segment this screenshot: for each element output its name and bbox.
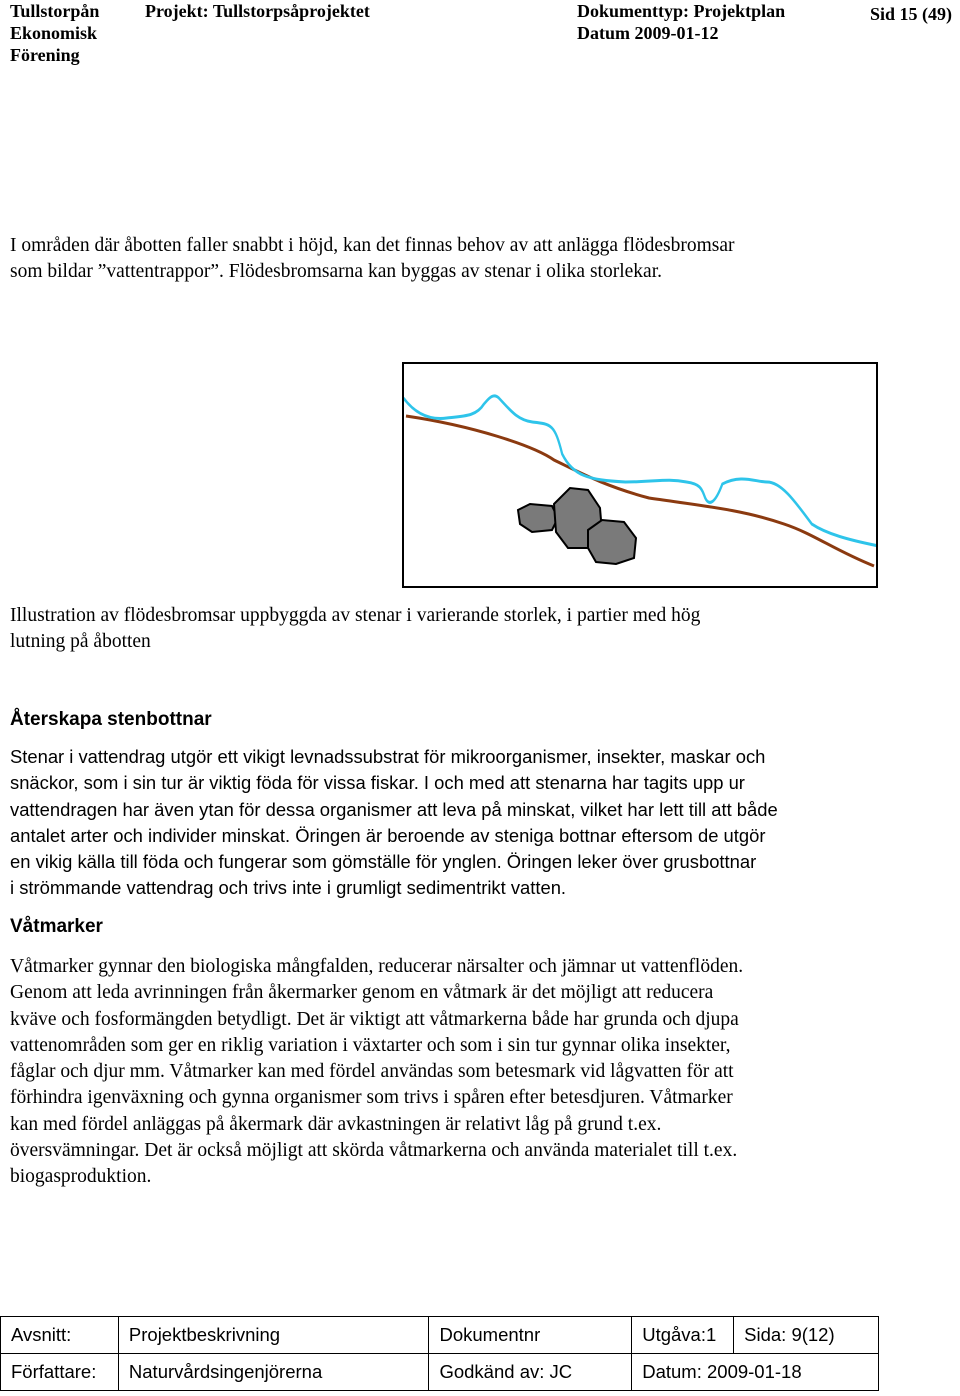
paragraph-line: fåglar och djur mm. Våtmarker kan med fördel användas som betesmark vid lågvatten för att [10, 1061, 734, 1083]
header-org-line2: Ekonomisk [10, 23, 98, 43]
paragraph-line: en vikig källa till föda och fungerar som gömställe för ynglen. Öringen leker över grusbottnar [10, 851, 757, 873]
section-heading-vatmarker: Våtmarker [10, 916, 103, 937]
paragraph-line: biogasproduktion. [10, 1166, 152, 1188]
intro-line: I områden där åbotten faller snabbt i höjd, kan det finnas behov av att anlägga flödesbromsar [10, 235, 735, 256]
paragraph-line: översvämningar. Det är också möjligt att skörda våtmarkerna och använda materialet till t.ex. [10, 1140, 738, 1162]
header-org-line1: Tullstorpån [10, 1, 100, 21]
paragraph-line: Stenar i vattendrag utgör ett vikigt levnadssubstrat för mikroorganismer, insekter, maskar och [10, 746, 766, 767]
paragraph-line: i strömmande vattendrag och trivs inte i grumligt sedimentrikt vatten. [10, 877, 567, 899]
intro-line: som bildar ”vattentrappor”. Flödesbromsarna kan byggas av stenar i olika storlekar. [10, 261, 662, 283]
flow-brake-illustration [402, 362, 878, 588]
stones-group [404, 416, 636, 564]
caption-line: lutning på åbotten [10, 631, 151, 653]
river-bottom-line [406, 416, 874, 566]
footer-cell-page: Sida: 9(12) [734, 1317, 879, 1354]
stone [588, 520, 636, 564]
paragraph-line: förhindra igenväxning och gynna organismer som trivs i spåren efter betesdjuren. Våtmarker [10, 1087, 733, 1109]
footer-cell-date: Datum: 2009-01-18 [632, 1354, 879, 1391]
paragraph-line: vattendragen har även ytan för dessa organismer att leva på minskat, vilket har lett till att både [10, 798, 778, 820]
header-org-line3: Förening [10, 45, 80, 65]
footer-cell-docnr: Dokumentnr [429, 1317, 632, 1354]
footer-row [1, 1354, 879, 1391]
header-doctype: Dokumenttyp: Projektplan [577, 1, 786, 21]
paragraph-line: kan med fördel anläggas på åkermark där avkastningen är relativt låg på grund t.ex. [10, 1113, 662, 1135]
figure-caption [10, 603, 890, 656]
footer-cell-edition: Utgåva:1 [632, 1317, 734, 1354]
paragraph-line: vattenområden som ger en riklig variation i växtarter och som i sin tur gynnar olika insekter, [10, 1034, 731, 1056]
footer-cell-approved: Godkänd av: JC [429, 1354, 632, 1391]
section-heading-stenbottnar: Återskapa stenbottnar [10, 709, 212, 730]
caption-line: Illustration av flödesbromsar uppbyggda av stenar i varierande storlek, i partier med hög [10, 605, 701, 626]
flow-brake-drawing [404, 364, 876, 586]
footer-cell-section-label: Avsnitt: [1, 1317, 119, 1354]
header-project: Projekt: Tullstorpsåprojektet [145, 1, 370, 21]
intro-paragraph [10, 233, 890, 286]
paragraph-line: Våtmarker gynnar den biologiska mångfalden, reducerar närsalter och jämnar ut vattenflöden. [10, 956, 744, 977]
footer-row [1, 1317, 879, 1354]
footer-cell-section-value: Projektbeskrivning [118, 1317, 429, 1354]
header-page-number: Sid 15 (49) [869, 4, 952, 24]
header-date: Datum 2009-01-12 [577, 23, 719, 43]
section-paragraph-vatmarker [10, 954, 890, 1191]
paragraph-line: Genom att leda avrinningen från åkermarker genom en våtmark är det möjligt att reducera [10, 982, 714, 1004]
water-surface-line [404, 396, 876, 546]
paragraph-line: antalet arter och individer minskat. Öringen är beroende av steniga bottnar eftersom de utgör [10, 824, 766, 846]
footer-table [0, 1316, 879, 1391]
paragraph-line: kväve och fosformängden betydligt. Det är viktigt att våtmarkerna både har grunda och djupa [10, 1008, 739, 1030]
section-paragraph-stenbottnar [10, 744, 890, 902]
paragraph-line: snäckor, som i sin tur är viktig föda för vissa fiskar. I och med att stenarna har tagits upp ur [10, 772, 745, 794]
header-document-info [577, 0, 785, 44]
stone [518, 504, 558, 532]
footer-cell-author-value: Naturvårdsingenjörerna [118, 1354, 429, 1391]
header-organisation [10, 0, 99, 66]
footer-cell-author-label: Författare: [1, 1354, 119, 1391]
